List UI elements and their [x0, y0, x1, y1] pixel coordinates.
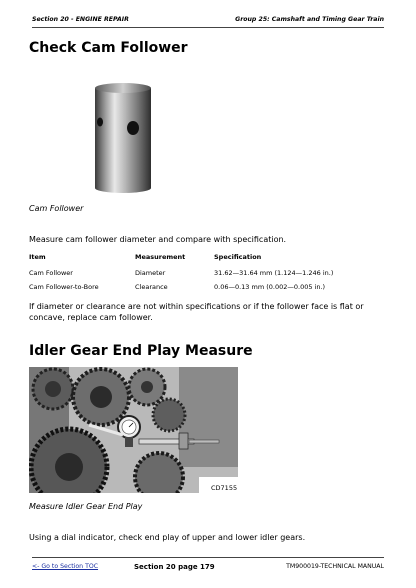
manual-id: TM900019-TECHNICAL MANUAL — [286, 563, 384, 570]
page-footer — [32, 563, 384, 573]
instruction-measure-follower: Measure cam follower diameter and compare with specification. — [29, 235, 287, 244]
instruction-dial-indicator: Using a dial indicator, check end play of upper and lower idler gears. — [29, 533, 306, 542]
image-code: CD7155 — [211, 484, 238, 492]
replacement-note: If diameter or clearance are not within specifications or if the follower face is flat or concave, replace cam follower. — [29, 302, 364, 322]
figure-caption-cam-follower: Cam Follower — [29, 204, 84, 213]
header-divider — [32, 27, 384, 28]
section-title-cam-follower: Check Cam Follower — [29, 40, 188, 56]
idler-gear-photo — [29, 367, 238, 493]
table-header-specification: Specification — [214, 253, 262, 261]
table-row — [29, 269, 384, 283]
header-group: Group 25: Camshaft and Timing Gear Train — [235, 16, 384, 23]
table-cell: Clearance — [135, 283, 168, 291]
page-header — [32, 16, 384, 26]
gear-train-illustration — [29, 367, 238, 493]
page-number: Section 20 page 179 — [134, 563, 215, 571]
table-cell: Cam Follower-to-Bore — [29, 283, 99, 291]
table-header-item: Item — [29, 253, 46, 261]
section-title-idler-gear: Idler Gear End Play Measure — [29, 343, 253, 359]
table-cell: Cam Follower — [29, 269, 73, 277]
table-cell: 0.06—0.13 mm (0.002—0.005 in.) — [214, 283, 326, 291]
footer-divider — [32, 557, 384, 558]
table-header-row — [29, 253, 384, 269]
table-row — [29, 283, 384, 297]
toc-link[interactable]: <- Go to Section TOC — [32, 563, 99, 570]
cam-follower-image — [94, 82, 152, 194]
header-section: Section 20 - ENGINE REPAIR — [32, 16, 129, 23]
table-header-measurement: Measurement — [135, 253, 186, 261]
table-cell: 31.62—31.64 mm (1.124—1.246 in.) — [214, 269, 334, 277]
specification-table — [29, 253, 384, 297]
table-cell: Diameter — [135, 269, 166, 277]
figure-caption-idler-gear: Measure Idler Gear End Play — [29, 502, 143, 511]
